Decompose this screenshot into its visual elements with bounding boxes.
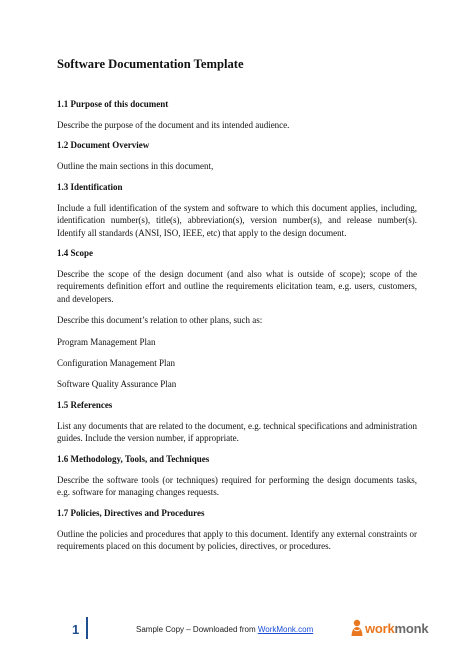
section-heading: 1.3 Identification bbox=[57, 181, 123, 192]
workmonk-logo bbox=[350, 618, 428, 638]
footer-divider bbox=[86, 617, 94, 639]
section-paragraph: Include a full identification of the system and software to which this document applies, including, identification number(s), title(s), abbreviation(s), version number(s), and release number(s). Identify all standards (ANSI, ISO, IEEE, etc) that apply to the design document. bbox=[57, 202, 417, 238]
section-heading: 1.2 Document Overview bbox=[57, 140, 150, 151]
section-1-4 bbox=[57, 248, 417, 391]
document-body bbox=[57, 57, 417, 561]
plan-item: Configuration Management Plan bbox=[57, 358, 175, 369]
document-title: Software Documentation Template bbox=[57, 57, 244, 71]
section-1-3 bbox=[57, 182, 417, 239]
section-heading: 1.1 Purpose of this document bbox=[57, 99, 169, 109]
section-heading: 1.6 Methodology, Tools, and Techniques bbox=[57, 453, 210, 464]
page-footer bbox=[0, 615, 474, 645]
section-1-1 bbox=[57, 99, 417, 131]
footer-prefix: Sample Copy – Downloaded from bbox=[136, 625, 258, 634]
section-heading: 1.7 Policies, Directives and Procedures bbox=[57, 507, 205, 518]
footer-text bbox=[136, 625, 313, 634]
logo-work: work bbox=[365, 620, 395, 636]
section-heading: 1.5 References bbox=[57, 399, 113, 410]
section-paragraph: Describe the purpose of the document and its intended audience. bbox=[57, 120, 290, 130]
logo-monk: monk bbox=[394, 620, 429, 636]
plan-item: Program Management Plan bbox=[57, 336, 156, 347]
page-number: 1 bbox=[72, 622, 80, 637]
section-paragraph: List any documents that are related to the document, e.g. technical specifications and administration guides. Include the version number, if appropriate. bbox=[57, 420, 417, 444]
plan-item: Software Quality Assurance Plan bbox=[57, 379, 177, 390]
section-paragraph: Outline the main sections in this document, bbox=[57, 161, 214, 172]
section-1-6 bbox=[57, 454, 417, 499]
workmonk-link[interactable]: WorkMonk.com bbox=[257, 625, 314, 634]
section-1-2 bbox=[57, 140, 417, 172]
section-1-5 bbox=[57, 400, 417, 445]
section-paragraph: Describe this document’s relation to other plans, such as: bbox=[57, 315, 263, 326]
monk-figure-icon bbox=[350, 619, 364, 637]
logo-wordmark bbox=[365, 621, 428, 636]
section-paragraph: Describe the software tools (or techniques) required for performing the design documents tasks, e.g. software for managing changes requests. bbox=[57, 474, 417, 498]
section-paragraph: Describe the scope of the design document (and also what is outside of scope); scope of the requirements definition effort and outline the requirements elicitation team, e.g. users, customers, and developers. bbox=[57, 269, 417, 304]
section-paragraph: Outline the policies and procedures that apply to this document. Identify any external constraints or requirements placed on this document by policies, directives, or procedures. bbox=[57, 528, 417, 551]
section-1-7 bbox=[57, 508, 417, 553]
section-heading: 1.4 Scope bbox=[57, 248, 93, 259]
